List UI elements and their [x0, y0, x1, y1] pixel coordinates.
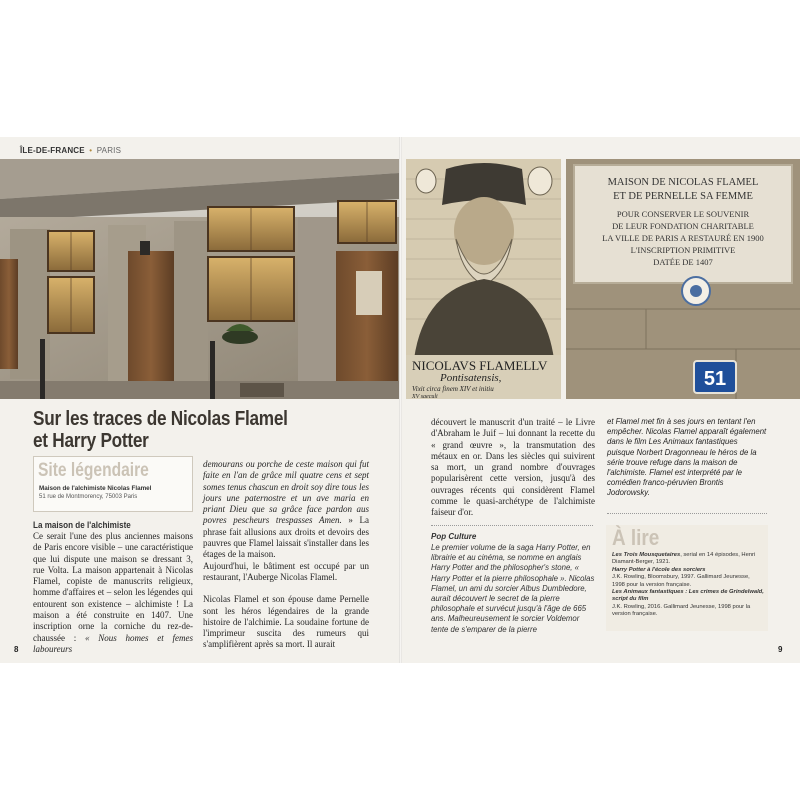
divider-dotted-col3	[431, 525, 593, 526]
a-lire-item-detail: J.K. Rowling, Bloomsbury, 1997. Gallimard Jeunesse, 1998 pour la version française.	[612, 574, 750, 588]
col4-paragraph: et Flamel met fin à ses jours en tentant l'en empêcher. Nicolas Flamel apparaît également dans le film Les Animaux fantastiques puisque Norbert Dragonneau le héros de la série trouve refuge dans la maison de l'alchimiste. Flamel est interprété par le comédien franco-péruvien Brontis Jodorowsky.	[607, 417, 767, 498]
a-lire-item-detail: , serial en 14 épisodes, Henri Diamant-Berger, 1921.	[612, 552, 756, 566]
pop-culture-title: Pop Culture	[431, 532, 477, 541]
portrait-caption-line3: Vixit circa finem XIV et initiu	[412, 385, 494, 393]
running-head-city: PARIS	[96, 146, 122, 155]
photo-flamel-house-facade	[0, 159, 399, 399]
a-lire-item-detail: J.K. Rowling, 2016. Gallimard Jeunesse, 1998 pour la version française.	[612, 603, 751, 618]
body-column-3	[431, 417, 595, 519]
col3-paragraph: découvert le manuscrit d'un traité – le Livre d'Abraham le Juif – lui donnant la recette du « grand œuvre », la transmutation des métaux en or. Dans les siècles qui suivirent sa mort, un grand nombre d'ouvrages popularisèrent cette version, jusqu'à des ouvrages récents qui considèrent Flamel comme le quasi-archétype de l'alchimiste faiseur d'or.	[431, 417, 595, 518]
plaque-line-2: ET DE PERNELLE SA FEMME	[613, 191, 753, 202]
col1-quote-start: « Nous homes et femes laboureurs	[33, 632, 193, 654]
body-column-2	[203, 459, 369, 651]
plaque-line-5: LA VILLE DE PARIS A RESTAURÉ EN 1900	[602, 233, 764, 243]
col1-paragraph	[33, 531, 193, 655]
divider-dotted-col4	[607, 513, 767, 514]
a-lire-item-title: Les Trois Mousquetaires	[612, 552, 681, 558]
facade-illustration	[0, 159, 399, 399]
headline-line-2: et Harry Potter	[33, 430, 149, 452]
a-lire-item	[612, 567, 764, 589]
a-lire-item	[612, 552, 764, 567]
col1-text: Ce serait l'une des plus anciennes maisons de Paris encore visible – une caractéristique que lui dispute une maison se dressant 3, rue Volta. La maison appartenait à Nicolas Flamel, copiste de manuscrits religieux, homme d'affaires et – selon les légendes qui entourent son existence – alchimiste ! La maison a été construite en 1407. Une inscription orne la corniche du rez-de-chaussée :	[33, 531, 193, 643]
a-lire-item-title: Les Animaux fantastiques : Les crimes de Grindelwald, script du film	[612, 589, 764, 603]
pop-culture-text	[431, 543, 595, 635]
portrait-caption-line2: Pontisatensis,	[440, 372, 502, 384]
site-name: Maison de l'alchimiste Nicolas Flamel	[39, 485, 152, 492]
col2-paragraph-3: Nicolas Flamel et son épouse dame Pernelle sont les héros légendaires de la grande histoire de l'alchimie. La soudaine fortune de l'imprimeur suscita des rumeurs qui s'amplifièrent après sa mort. Il aurait	[203, 594, 369, 650]
portrait-caption-line1: NICOLAVS FLAMELLV	[412, 358, 548, 373]
a-lire-list	[612, 552, 764, 619]
article-headline	[33, 408, 325, 452]
pop-culture-paragraph: Le premier volume de la saga Harry Potter, en librairie et au cinéma, se nomme en anglais Harry Potter and the philosopher's stone, « Harry Potter et la pierre philosophale ». Nicolas Flamel, un ami du sorcier Albus Dumbledore, aurait découvert le secret de la pierre philosophale et survécut jusqu'à l'âge de 665 ans. Malheureusement le sorcier Voldemor tente de s'emparer de la pierre	[431, 543, 595, 634]
site-address: 51 rue de Montmorency, 75003 Paris	[39, 494, 138, 500]
col2-paragraph-2: Aujourd'hui, le bâtiment est occupé par un restaurant, l'Auberge Nicolas Flamel.	[203, 560, 369, 582]
portrait-illustration	[406, 159, 561, 399]
headline-line-1: Sur les traces de Nicolas Flamel	[33, 408, 288, 430]
photo-flamel-portrait-engraving	[406, 159, 561, 399]
section-subhead-maison: La maison de l'alchimiste	[33, 520, 131, 530]
page-gutter	[399, 137, 402, 663]
photo-commemorative-plaque	[566, 159, 800, 399]
plaque-line-1: MAISON DE NICOLAS FLAMEL	[607, 177, 759, 188]
plaque-line-3: POUR CONSERVER LE SOUVENIR	[616, 209, 750, 219]
plaque-illustration	[566, 159, 800, 399]
site-legendaire-box	[33, 456, 193, 512]
site-legendaire-title: Site légendaire	[38, 460, 149, 481]
a-lire-item	[612, 589, 764, 619]
body-column-1	[33, 531, 193, 655]
col2-paragraph-1	[203, 459, 369, 561]
a-lire-box	[606, 525, 768, 631]
col2-quote: demourans ou porche de ceste maison qui fut faite en l'an de grâce mil quatre cens et sept somes tenus chascun en droit soy dire tous les jours une paternostre et un ave maria en priant Dieu que sa grâce face pardon aus povres pescheurs trespasses Amen.	[203, 459, 369, 526]
body-column-4	[607, 417, 767, 499]
running-head-region: ÎLE-DE-FRANCE	[20, 146, 85, 155]
portrait-caption-line4: XV saeculi	[412, 394, 438, 399]
a-lire-item-title: Harry Potter à l'école des sorciers	[612, 566, 706, 573]
page-number-left: 8	[14, 645, 19, 654]
running-head-separator: •	[89, 146, 93, 155]
plaque-line-7: DATÉE DE 1407	[653, 257, 713, 267]
magazine-spread	[0, 137, 800, 663]
running-head	[20, 146, 121, 155]
a-lire-title: À lire	[612, 525, 660, 550]
plaque-line-4: DE LEUR FONDATION CHARITABLE	[612, 221, 754, 231]
col2-text-a: » La phrase fait allusions aux droits et devoirs des pauvres que Flamel laissait s'installer dans les étages de la maison.	[203, 515, 369, 560]
street-number-sign: 51	[703, 368, 727, 390]
plaque-line-6: L'INSCRIPTION PRIMITIVE	[630, 245, 736, 255]
page-number-right: 9	[778, 645, 783, 654]
